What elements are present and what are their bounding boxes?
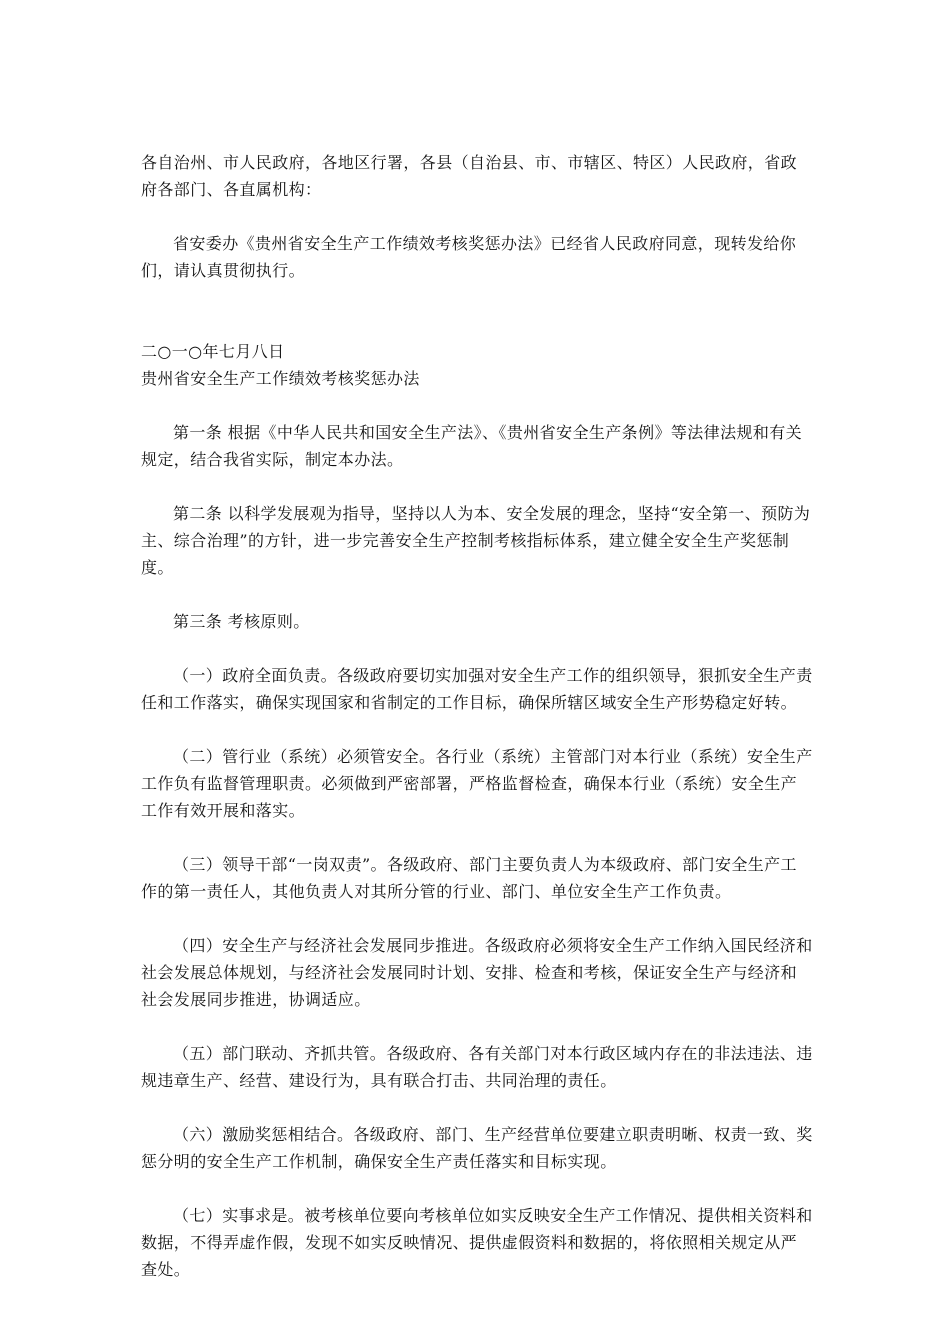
principle-6: （六）激励奖惩相结合。各级政府、部门、生产经营单位要建立职责明晰、权责一致、奖惩分明的安全生产工作机制，确保安全生产责任落实和目标实现。 <box>141 1125 813 1171</box>
principle-7: （七）实事求是。被考核单位要向考核单位如实反映安全生产工作情况、提供相关资料和数据，不得弄虚作假，发现不如实反映情况、提供虚假资料和数据的，将依照相关规定从严查处。 <box>141 1206 813 1279</box>
issue-date: 二○一○年七月八日 <box>141 342 285 361</box>
document-body <box>141 149 813 1283</box>
article-2: 第二条 以科学发展观为指导，坚持以人为本、安全发展的理念，坚持“安全第一、预防为主、综合治理”的方针，进一步完善安全生产控制考核指标体系，建立健全安全生产奖惩制度。 <box>141 504 811 577</box>
principle-1: （一）政府全面负责。各级政府要切实加强对安全生产工作的组织领导，狠抓安全生产责任和工作落实，确保实现国家和省制定的工作目标，确保所辖区域安全生产形势稳定好转。 <box>141 666 813 712</box>
article-1: 第一条 根据《中华人民共和国安全生产法》、《贵州省安全生产条例》等法律法规和有关规定，结合我省实际，制定本办法。 <box>141 423 803 469</box>
document-title: 贵州省安全生产工作绩效考核奖惩办法 <box>141 369 420 388</box>
article-3: 第三条 考核原则。 <box>173 612 310 631</box>
principle-4: （四）安全生产与经济社会发展同步推进。各级政府必须将安全生产工作纳入国民经济和社会发展总体规划，与经济社会发展同时计划、安排、检查和考核，保证安全生产与经济和社会发展同步推进，协调适应。 <box>141 936 813 1009</box>
principle-2: （二）管行业（系统）必须管安全。各行业（系统）主管部门对本行业（系统）安全生产工作负有监督管理职责。必须做到严密部署，严格监督检查，确保本行业（系统）安全生产工作有效开展和落实。 <box>141 747 813 820</box>
principle-3: （三）领导干部“一岗双责”。各级政府、部门主要负责人为本级政府、部门安全生产工作的第一责任人，其他负责人对其所分管的行业、部门、单位安全生产工作负责。 <box>141 855 797 901</box>
principle-5: （五）部门联动、齐抓共管。各级政府、各有关部门对本行政区域内存在的非法违法、违规违章生产、经营、建设行为，具有联合打击、共同治理的责任。 <box>141 1044 813 1090</box>
notice-paragraph: 省安委办《贵州省安全生产工作绩效考核奖惩办法》已经省人民政府同意，现转发给你们，请认真贯彻执行。 <box>141 234 797 280</box>
addressee-paragraph: 各自治州、市人民政府，各地区行署，各县（自治县、市、市辖区、特区）人民政府，省政府各部门、各直属机构： <box>141 153 798 199</box>
